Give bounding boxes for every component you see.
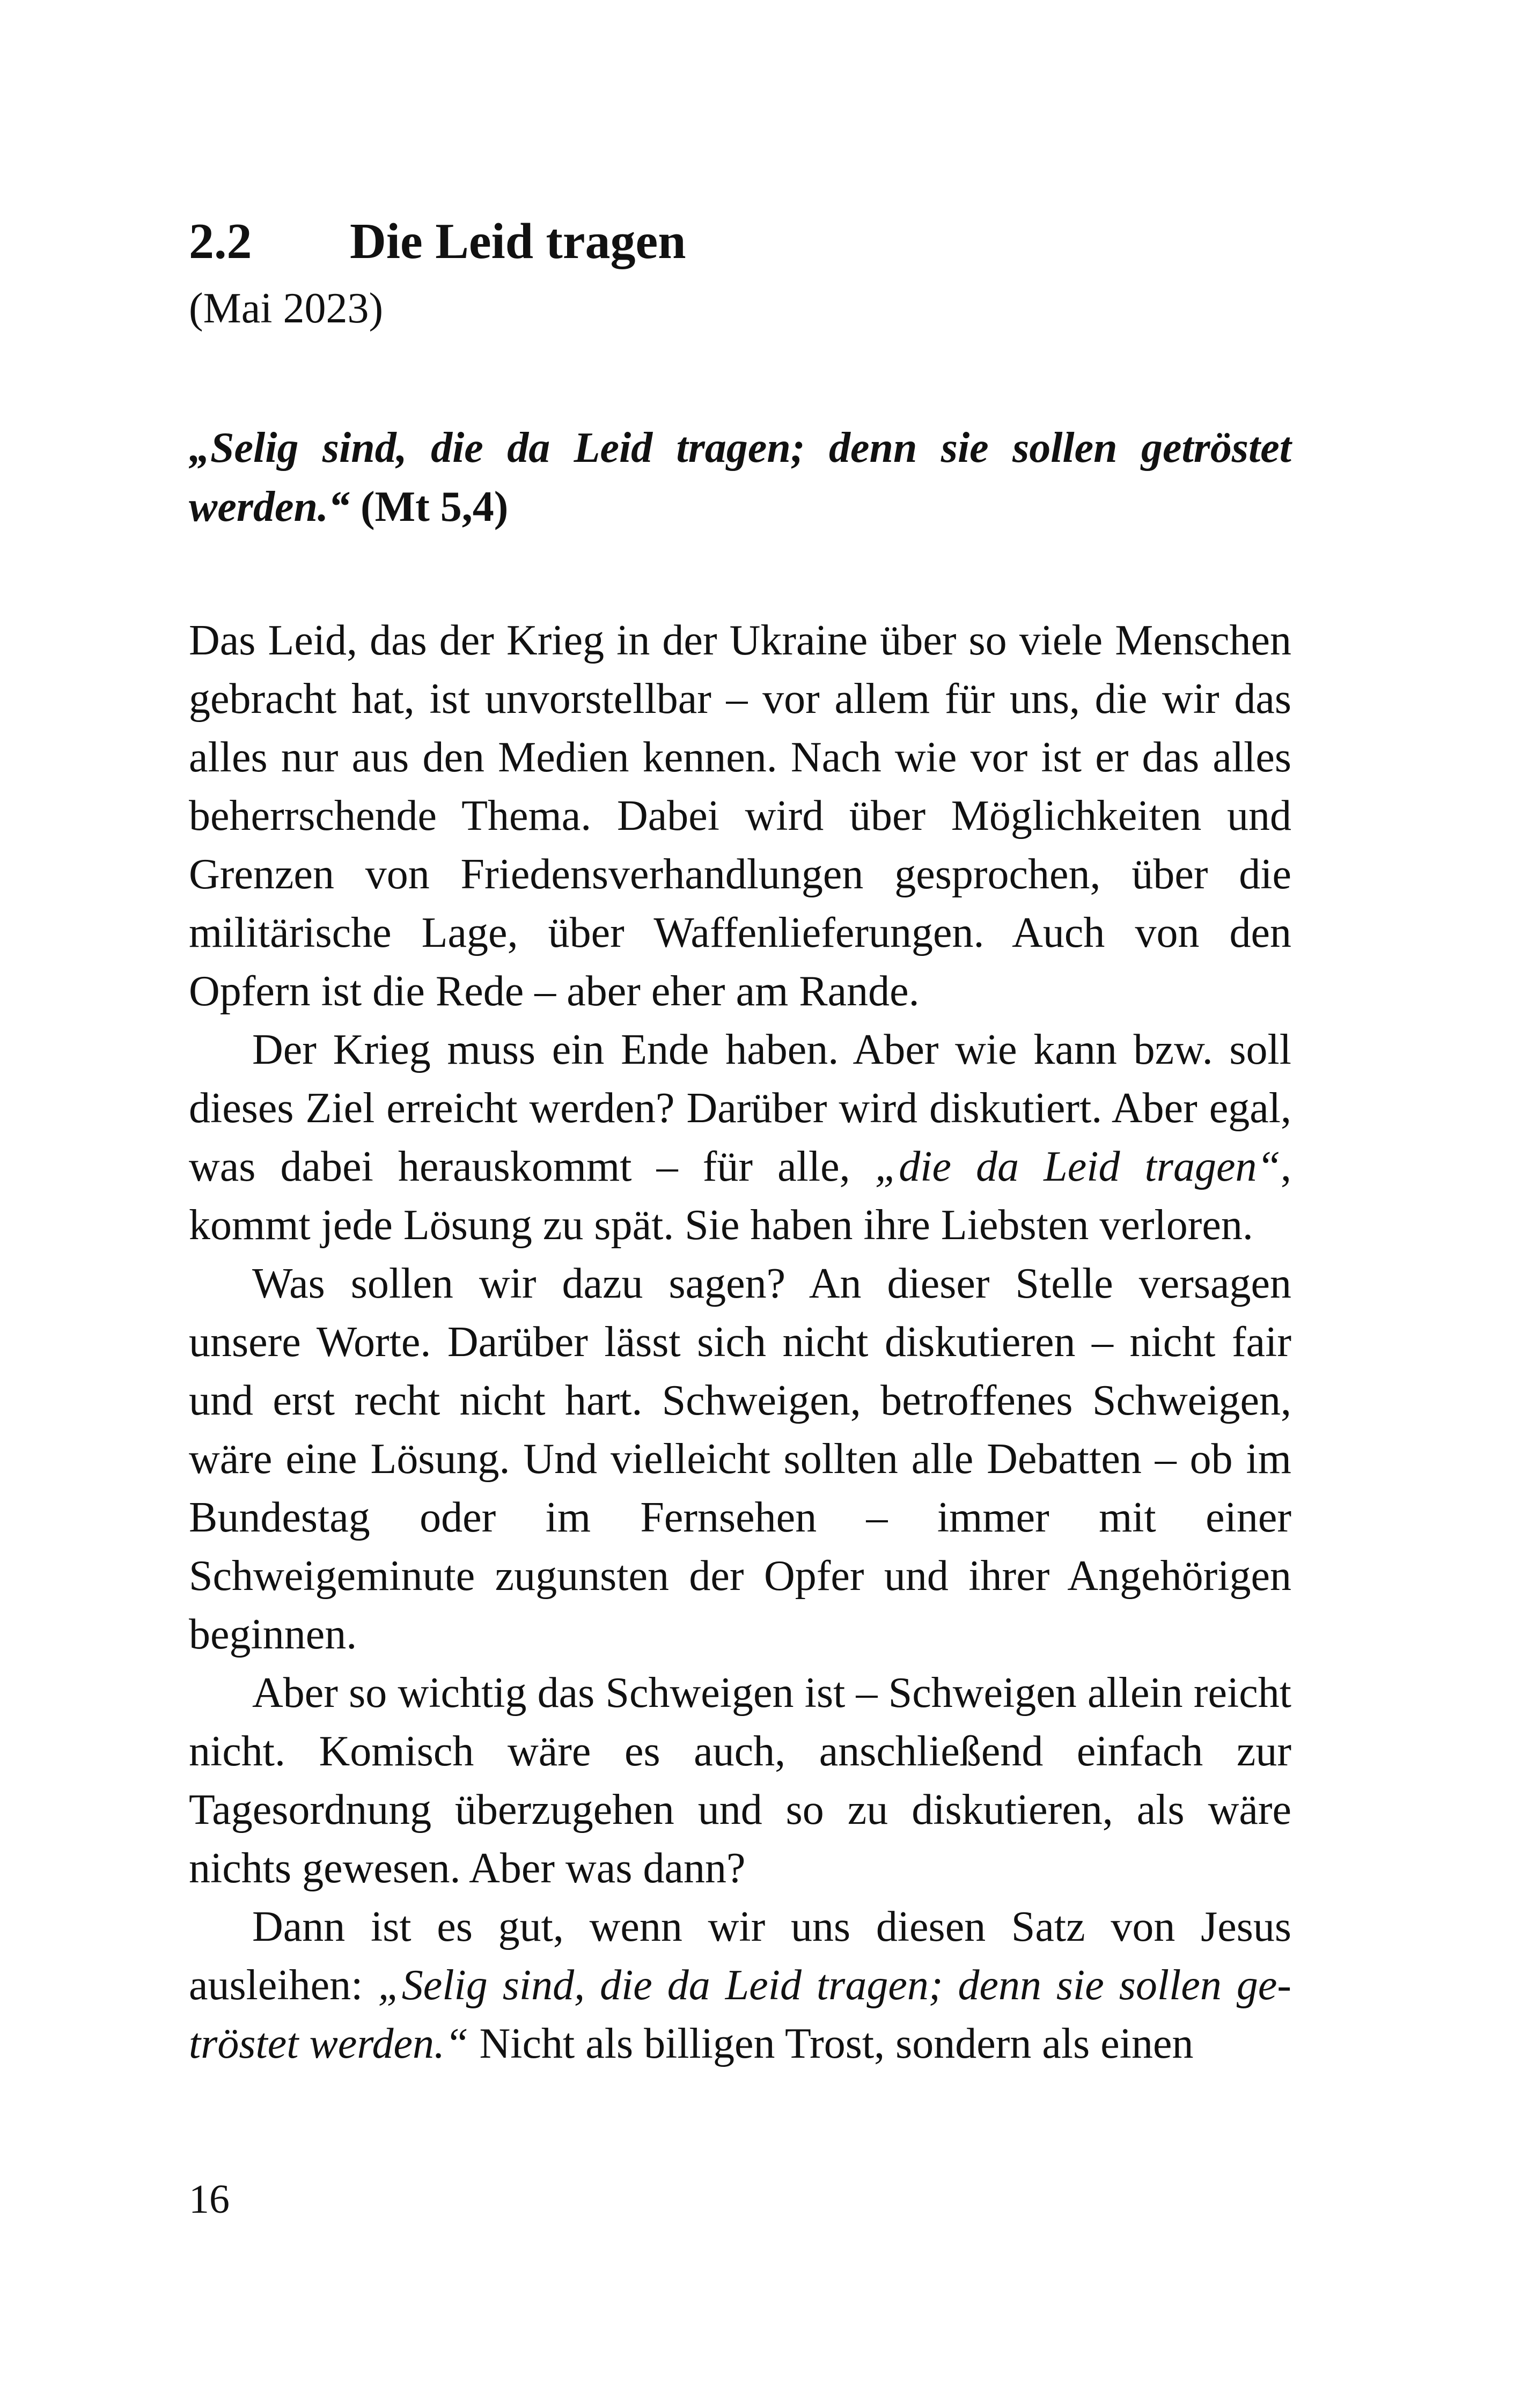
paragraph [189,1898,1291,2073]
page-number: 16 [189,2177,230,2222]
section-date: (Mai 2023) [189,285,384,332]
paragraph-text: Der Krieg muss ein Ende haben. Aber wie kann bzw. soll dieses Ziel erreicht werden? Darüber wird diskutiert. Aber egal, was dabei herauskommt – für alle, [189,1026,1291,1190]
paragraph [189,1021,1291,1255]
section-title: Die Leid tragen [350,213,686,269]
paragraph-text: Was sollen wir dazu sagen? An dieser Stelle versagen unsere Worte. Darüber lässt sich nicht diskutieren – nicht fair und erst recht nicht hart. Schweigen, betroffenes Schweigen, wäre eine Lösung. Und vielleicht sollten alle Debatten – ob im Bundestag oder im Fernsehen – immer mit einer Schweigeminute zugunsten der Opfer und ihrer Angehörigen beginnen. [189,1260,1291,1658]
section-heading [189,204,1291,279]
body-text [189,612,1291,2073]
paragraph [189,1664,1291,1898]
paragraph-text: Aber so wichtig das Schweigen ist – Schweigen allein reicht nicht. Komisch wäre es auch, anschließend einfach zur Tagesordnung überzugehen und so zu diskutieren, als wäre nichts gewesen. Aber was dann? [189,1669,1291,1892]
paragraph [189,612,1291,1021]
motto-reference: (Mt 5,4) [350,483,509,531]
paragraph-text: Nicht als billigen Trost, sondern als einen [468,2020,1194,2067]
paragraph-text: , kommt jede Lösung zu spät. Sie haben ihre Liebsten verloren. [189,1143,1291,1249]
section-number: 2.2 [189,213,252,269]
page-content [189,204,1291,2073]
inline-quote: „Selig sind, die da Leid tragen; denn sie sollen getröstet werden.“ [189,1962,1291,2067]
paragraph-text: Dann ist es gut, wenn wir uns diesen Satz von Jesus ausleihen: [189,1903,1291,2009]
motto-quote: „Selig sind, die da Leid tragen; denn sie sollen getröstet werden.“ [189,424,1291,531]
paragraph [189,1255,1291,1664]
paragraph-text: Das Leid, das der Krieg in der Ukraine über so viele Menschen gebracht hat, ist unvorstellbar – vor allem für uns, die wir das alles nur aus den Medien kennen. Nach wie vor ist er das alles beherrschende Thema. Dabei wird über Möglichkeiten und Grenzen von Friedensverhandlungen gesprochen, über die militärische Lage, über Waffenlieferungen. Auch von den Opfern ist die Rede – aber eher am Rande. [189,617,1291,1015]
motto-quote-block [189,418,1291,536]
inline-quote: „die da Leid tragen“ [875,1143,1281,1190]
